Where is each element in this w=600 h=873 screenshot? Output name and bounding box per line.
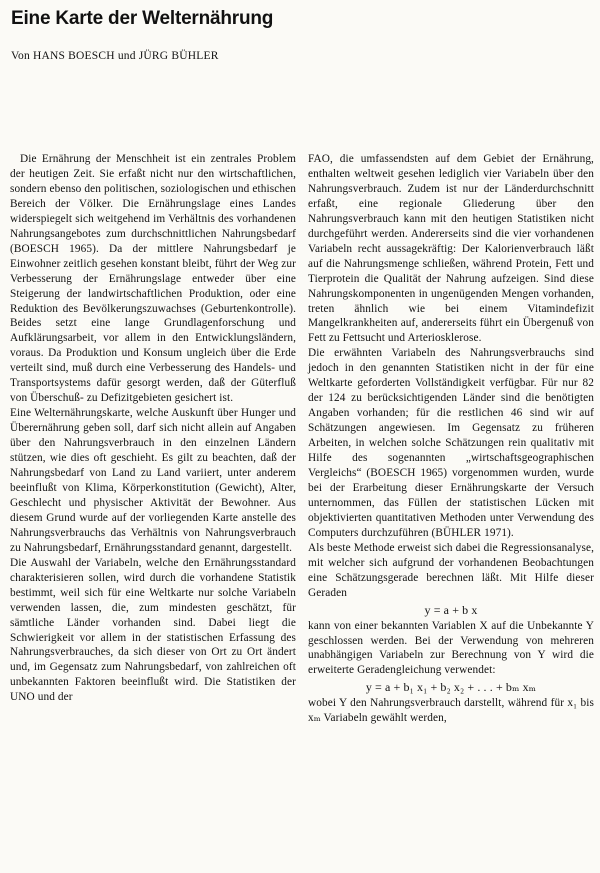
paragraph: Die erwähnten Variabeln des Nahrungsverbrauchs sind jedoch in den genannten Statistiken nicht in der für eine Weltkarte geforderten Vollständigkeit verfügbar. Für nur 82 der 124 zu berücksichtigenden Länder sind die benötigten Angaben vorhanden; für die restlichen 46 sind wir auf Schätzungen angewiesen. Im Gegensatz zu früheren Arbeiten, in welchen solche Schätzungen rein qualitativ mit Hilfe des sogenannten „wirtschaftsgeographischen Vergleichs“ (BOESCH 1965) vorgenommen wurden, wurde bei der Erarbeitung dieser Ernährungskarte der Versuch unternommen, das Füllen der statistischen Lücken mit objektivierten quantitativen Methoden unter Verwendung des Computers durchzuführen (BÜHLER 1971). xyxy=(308,347,594,539)
paragraph: Eine Welternährungskarte, welche Auskunft über Hunger und Überernährung geben soll, darf sich nicht allein auf Angaben über den Nahrungsverbrauch in den einzelnen Ländern stützen, wie dies oft geschieht. Es gilt zu beachten, daß der Nahrungsbedarf von Land zu Land variiert, unter anderem beeinflußt von Klima, Körperkonstitution (Gewicht), Alter, Geschlecht und physischer Aktivität der Bewohner. Aus diesem Grund wurde auf der vorliegenden Karte anstelle des Nahrungsverbrauchs das Verhältnis von Nahrungsverbrauch zu Nahrungsbedarf, Ernährungsstandard genannt, dargestellt. xyxy=(10,407,296,554)
equation-multiple-regression: y = a + b₁ x₁ + b₂ x₂ + . . . + bₘ xₘ xyxy=(365,680,537,695)
left-column xyxy=(10,152,296,705)
right-column xyxy=(308,152,594,726)
article-title: Eine Karte der Welternährung xyxy=(11,8,274,29)
paragraph: Als beste Methode erweist sich dabei die Regressionsanalyse, mit welcher sich aufgrund der vorhandenen Beobachtungen eine Schätzungsgerade berechnen läßt. Mit Hilfe dieser Geraden xyxy=(308,541,594,599)
paragraph: Die Ernährung der Menschheit ist ein zentrales Problem der heutigen Zeit. Sie erfaßt nicht nur den wirtschaftlichen, sondern ebenso den politischen, soziologischen und ethischen Bereich der Völker. Die Ernährungslage eines Landes widerspiegelt sich weitgehend im Verhältnis des vorhandenen Nahrungsangebotes zum durchschnittlichen Nahrungsbedarf (BOESCH 1965). Da der mittlere Nahrungsbedarf je Einwohner zeitlich gesehen konstant bleibt, führt der Weg zur Verbesserung der Ernährungslage entweder über eine Steigerung der landwirtschaftlichen Produktion, oder eine Reduktion des Bevölkerungszuwachses (Geburtenkontrolle). Beides setzt eine lange Grundlagenforschung und Aufklärungsarbeit, vor allem in den Entwicklungsländern, voraus. Da Produktion und Konsum ungleich über die Erde verteilt sind, muß durch eine Verbesserung des Handels- und Transportsystems dafür gesorgt werden, daß der Güterfluß von Überschuß- zu Defizitgebieten gesichert ist. xyxy=(10,153,296,405)
paragraph: FAO, die umfassendsten auf dem Gebiet der Ernährung, enthalten weltweit gesehen lediglich vier Variabeln über den Nahrungsverbrauch. Zudem ist nur der Länderdurchschnitt erfaßt, eine regionale Gliederung über den Nahrungsverbrauch kann mit den heutigen Statistiken nicht durchgeführt werden. Andererseits sind die vier vorhandenen Variabeln recht aussagekräftig: Der Kalorienverbrauch läßt auf die Nahrungsmenge schließen, während Protein, Fett und Tierprotein die Qualität der Nahrung aufzeigen. Sind diese Nahrungskomponenten in ungenügenden Mengen vorhanden, treten ähnlich wie bei einem Vitamindefizit Mangelkrankheiten auf, andererseits führt ein Übergenuß von Fett zu Fettsucht und Arteriosklerose. xyxy=(308,153,594,345)
paragraph: Die Auswahl der Variabeln, welche den Ernährungsstandard charakterisieren sollen, wird durch die vorhandene Statistik bestimmt, weil sich für eine Weltkarte nur solche Variabeln verwenden lassen, die, zum mindesten geschätzt, für sämtliche Länder vorhanden sind. Dabei liegt die Schwierigkeit vor allem in der statistischen Erfassung des Nahrungsverbrauches, da sich dieser von Ort zu Ort ändert und, im Gegensatz zum Nahrungsbedarf, von zahlreichen oft unbekannten Faktoren beeinflußt wird. Die Statistiken der UNO und der xyxy=(10,556,296,704)
paragraph: wobei Y den Nahrungsverbrauch darstellt, während für x₁ bis xₘ Variabeln gewählt werden, xyxy=(308,697,594,725)
equation-simple-regression: y = a + b x xyxy=(424,602,478,617)
article-authors: Von HANS BOESCH und JÜRG BÜHLER xyxy=(11,50,219,62)
paragraph: kann von einer bekannten Variablen X auf die Unbekannte Y geschlossen werden. Bei der Verwendung von mehreren unabhängigen Variabeln zur Berechnung von Y wird die erweiterte Geradengleichung verwendet: xyxy=(308,619,594,677)
